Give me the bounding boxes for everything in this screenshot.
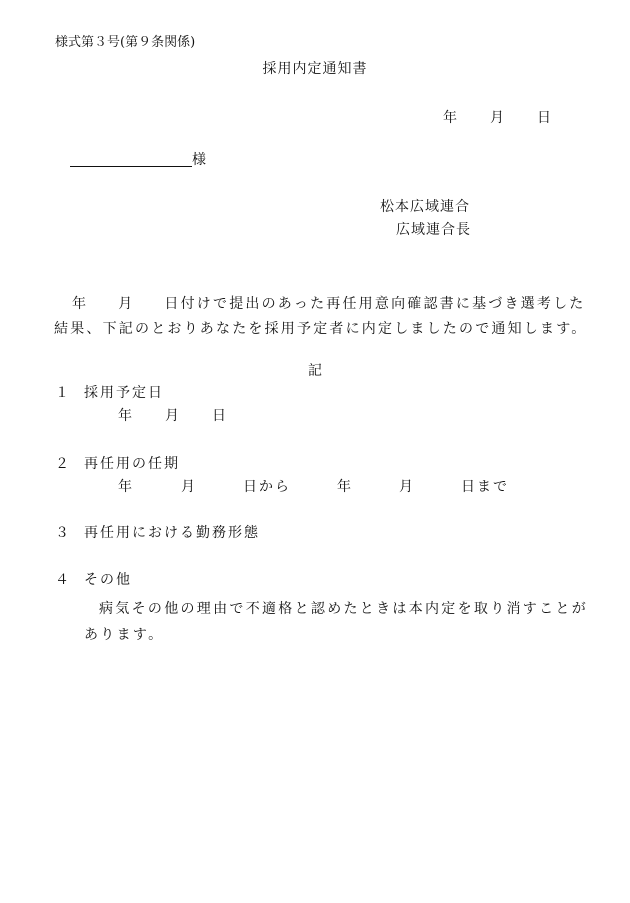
notice-body-text <box>54 292 594 342</box>
date-month-label: 月 <box>490 110 504 126</box>
issuer-position: 広域連合長 <box>396 222 471 238</box>
item-4-note: 病気その他の理由で不適格と認めたときは本内定を取り消すことがあります。 <box>84 601 588 643</box>
ki-heading: 記 <box>308 363 322 379</box>
item-2-end-day: 日まで <box>461 479 509 495</box>
item-2-start-day: 日から <box>243 479 291 495</box>
item-4-number: ４ <box>55 572 69 588</box>
item-3-heading: 再任用における勤務形態 <box>84 525 260 541</box>
item-2-start-year: 年 <box>118 479 132 495</box>
body-rest: 日付けで提出のあった再任用意向確認書に基づき選考した結果、下記のとおりあなたを採用予定者に内定しましたので通知します。 <box>54 296 588 337</box>
item-2-number: ２ <box>55 456 69 472</box>
item-1-month: 月 <box>165 408 179 424</box>
item-3-number: ３ <box>55 525 69 541</box>
date-year-label: 年 <box>443 110 457 126</box>
body-year: 年 <box>72 296 89 312</box>
date-day-label: 日 <box>537 110 551 126</box>
form-number-label: 様式第３号(第９条関係) <box>55 35 196 50</box>
item-2-end-month: 月 <box>399 479 413 495</box>
item-4-heading: その他 <box>84 572 132 588</box>
item-1-number: １ <box>55 385 69 401</box>
addressee-line <box>70 153 206 167</box>
document-title: 採用内定通知書 <box>262 61 368 77</box>
item-1-year: 年 <box>118 408 132 424</box>
issuer-organization: 松本広域連合 <box>380 199 470 215</box>
item-2-end-year: 年 <box>337 479 351 495</box>
addressee-honorific: 様 <box>192 152 206 168</box>
item-2-heading: 再任用の任期 <box>84 456 180 472</box>
item-2-start-month: 月 <box>181 479 195 495</box>
body-month: 月 <box>118 296 135 312</box>
item-1-heading: 採用予定日 <box>84 385 164 401</box>
item-1-day: 日 <box>212 408 226 424</box>
addressee-name-blank[interactable] <box>70 154 192 167</box>
